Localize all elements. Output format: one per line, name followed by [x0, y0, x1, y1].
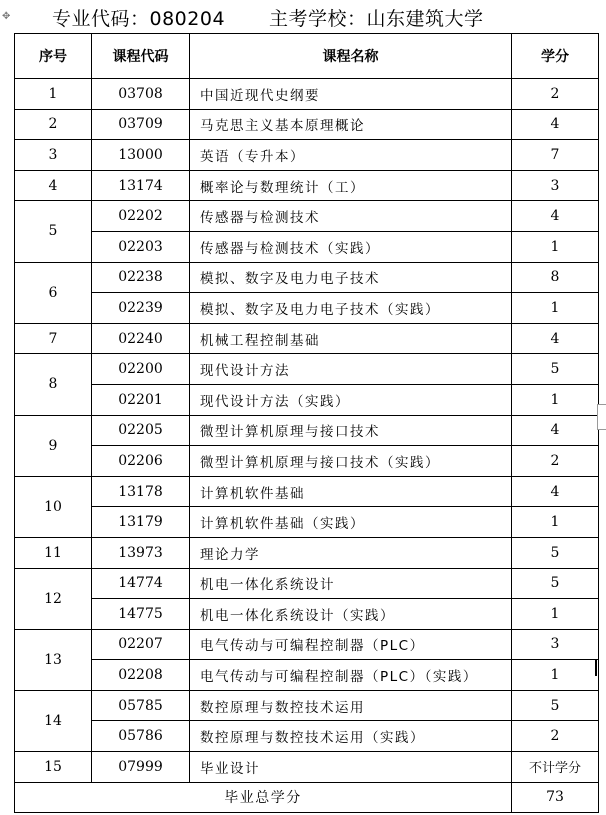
course-code-cell: 13179 — [92, 507, 190, 538]
course-code-cell: 02203 — [92, 231, 190, 262]
table-row — [15, 201, 599, 232]
course-name-cell: 机电一体化系统设计（实践） — [190, 599, 512, 630]
row-number-cell: 1 — [15, 79, 92, 110]
course-name-cell: 马克思主义基本原理概论 — [190, 109, 512, 140]
table-row — [15, 721, 599, 752]
table-header-row — [15, 34, 599, 79]
credit-cell: 8 — [512, 262, 599, 293]
credit-cell: 4 — [512, 109, 599, 140]
credit-cell: 1 — [512, 231, 599, 262]
total-credits-value: 73 — [512, 782, 599, 813]
credit-cell: 1 — [512, 660, 599, 691]
row-number-cell: 14 — [15, 690, 92, 751]
course-code-cell: 13174 — [92, 170, 190, 201]
course-code-cell: 13000 — [92, 140, 190, 171]
course-name-cell: 微型计算机原理与接口技术（实践） — [190, 446, 512, 477]
credit-cell: 4 — [512, 415, 599, 446]
table-row — [15, 140, 599, 171]
row-number-cell: 7 — [15, 323, 92, 354]
course-name-cell: 微型计算机原理与接口技术 — [190, 415, 512, 446]
course-code-cell: 13973 — [92, 537, 190, 568]
course-table-body — [15, 79, 599, 783]
row-number-cell: 9 — [15, 415, 92, 476]
table-row — [15, 170, 599, 201]
row-number-cell: 8 — [15, 354, 92, 415]
row-number-cell: 5 — [15, 201, 92, 262]
document-header — [52, 4, 484, 31]
credit-cell: 5 — [512, 568, 599, 599]
credit-cell: 4 — [512, 323, 599, 354]
row-number-cell: 6 — [15, 262, 92, 323]
column-header-name: 课程名称 — [190, 34, 512, 79]
course-code-cell: 05785 — [92, 690, 190, 721]
course-code-cell: 02238 — [92, 262, 190, 293]
course-name-cell: 传感器与检测技术（实践） — [190, 231, 512, 262]
credit-cell: 2 — [512, 446, 599, 477]
course-name-cell: 数控原理与数控技术运用 — [190, 690, 512, 721]
table-row — [15, 231, 599, 262]
table-row — [15, 537, 599, 568]
total-credits-label: 毕业总学分 — [15, 782, 512, 813]
course-name-cell: 模拟、数字及电力电子技术 — [190, 262, 512, 293]
credit-cell: 4 — [512, 476, 599, 507]
table-row — [15, 79, 599, 110]
credit-cell: 4 — [512, 201, 599, 232]
row-number-cell: 3 — [15, 140, 92, 171]
table-row — [15, 446, 599, 477]
row-number-cell: 10 — [15, 476, 92, 537]
table-row — [15, 262, 599, 293]
credit-cell: 3 — [512, 629, 599, 660]
credit-cell: 7 — [512, 140, 599, 171]
table-row — [15, 690, 599, 721]
course-code-cell: 07999 — [92, 752, 190, 783]
course-name-cell: 中国近现代史纲要 — [190, 79, 512, 110]
course-code-cell: 02201 — [92, 384, 190, 415]
credit-cell: 不计学分 — [512, 752, 599, 783]
course-name-cell: 理论力学 — [190, 537, 512, 568]
course-code-cell: 13178 — [92, 476, 190, 507]
credit-cell: 1 — [512, 599, 599, 630]
table-move-handle-icon[interactable]: ✥ — [2, 11, 11, 22]
course-code-cell: 02207 — [92, 629, 190, 660]
course-name-cell: 模拟、数字及电力电子技术（实践） — [190, 293, 512, 324]
row-number-cell: 4 — [15, 170, 92, 201]
course-code-cell: 05786 — [92, 721, 190, 752]
row-number-cell: 2 — [15, 109, 92, 140]
credit-cell: 5 — [512, 537, 599, 568]
table-row — [15, 507, 599, 538]
course-code-cell: 03708 — [92, 79, 190, 110]
table-row — [15, 354, 599, 385]
credit-cell: 5 — [512, 690, 599, 721]
table-row — [15, 568, 599, 599]
credit-cell: 1 — [512, 384, 599, 415]
table-row — [15, 384, 599, 415]
credit-cell: 5 — [512, 354, 599, 385]
course-name-cell: 电气传动与可编程控制器（PLC）（实践） — [190, 660, 512, 691]
table-row — [15, 109, 599, 140]
exam-school: 主考学校：山东建筑大学 — [269, 8, 484, 30]
table-row — [15, 660, 599, 691]
course-name-cell: 概率论与数理统计（工） — [190, 170, 512, 201]
row-number-cell: 12 — [15, 568, 92, 629]
course-code-cell: 02206 — [92, 446, 190, 477]
course-name-cell: 传感器与检测技术 — [190, 201, 512, 232]
text-cursor — [595, 660, 597, 676]
course-code-cell: 02239 — [92, 293, 190, 324]
course-table — [14, 33, 599, 813]
credit-cell: 2 — [512, 721, 599, 752]
credit-cell: 3 — [512, 170, 599, 201]
credit-cell: 2 — [512, 79, 599, 110]
table-row — [15, 752, 599, 783]
table-row — [15, 599, 599, 630]
course-code-cell: 14774 — [92, 568, 190, 599]
course-code-cell: 02205 — [92, 415, 190, 446]
total-row — [15, 782, 599, 813]
course-code-cell: 02208 — [92, 660, 190, 691]
table-row — [15, 323, 599, 354]
major-code: 专业代码：080204 — [52, 8, 226, 30]
table-row — [15, 415, 599, 446]
credit-cell: 1 — [512, 507, 599, 538]
course-name-cell: 计算机软件基础（实践） — [190, 507, 512, 538]
course-name-cell: 数控原理与数控技术运用（实践） — [190, 721, 512, 752]
row-number-cell: 15 — [15, 752, 92, 783]
page-edge-marker — [597, 404, 606, 430]
course-code-cell: 02202 — [92, 201, 190, 232]
course-code-cell: 02240 — [92, 323, 190, 354]
course-name-cell: 机电一体化系统设计 — [190, 568, 512, 599]
course-name-cell: 英语（专升本） — [190, 140, 512, 171]
column-header-no: 序号 — [15, 34, 92, 79]
table-row — [15, 293, 599, 324]
row-number-cell: 13 — [15, 629, 92, 690]
course-name-cell: 毕业设计 — [190, 752, 512, 783]
course-name-cell: 现代设计方法（实践） — [190, 384, 512, 415]
row-number-cell: 11 — [15, 537, 92, 568]
credit-cell: 1 — [512, 293, 599, 324]
column-header-code: 课程代码 — [92, 34, 190, 79]
table-row — [15, 476, 599, 507]
table-row — [15, 629, 599, 660]
course-code-cell: 14775 — [92, 599, 190, 630]
course-name-cell: 机械工程控制基础 — [190, 323, 512, 354]
course-name-cell: 计算机软件基础 — [190, 476, 512, 507]
course-name-cell: 现代设计方法 — [190, 354, 512, 385]
column-header-credit: 学分 — [512, 34, 599, 79]
course-name-cell: 电气传动与可编程控制器（PLC） — [190, 629, 512, 660]
course-code-cell: 02200 — [92, 354, 190, 385]
course-code-cell: 03709 — [92, 109, 190, 140]
